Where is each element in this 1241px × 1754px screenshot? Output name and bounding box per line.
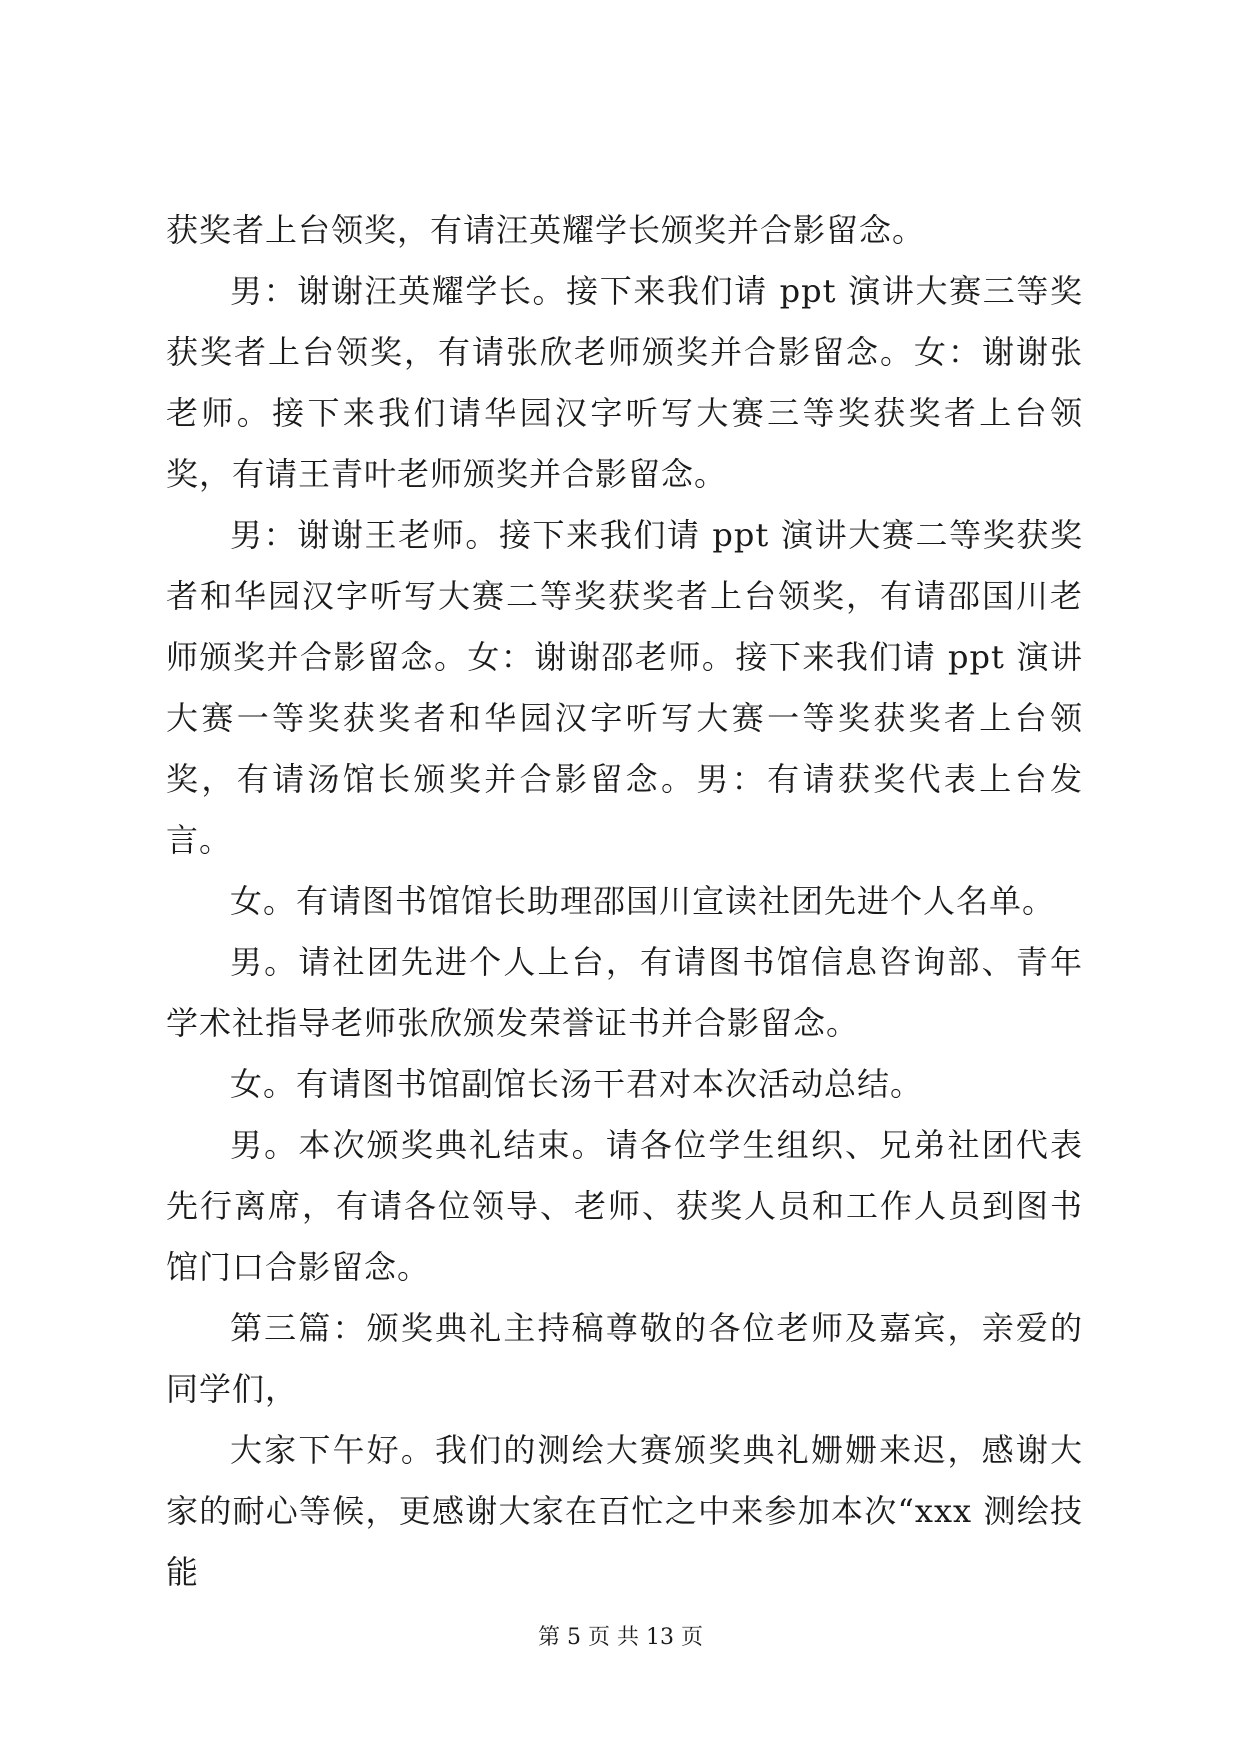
page-number-footer: 第 5 页 共 13 页: [538, 1625, 703, 1650]
paragraph-5: 男。请社团先进个人上台，有请图书馆信息咨询部、青年学术社指导老师张欣颁发荣誉证书并合影留念。: [166, 943, 1083, 1042]
paragraph-2: 男：谢谢汪英耀学长。接下来我们请 ppt 演讲大赛三等奖获奖者上台领奖，有请张欣老师颁奖并合影留念。女：谢谢张老师。接下来我们请华园汉字听写大赛三等奖获奖者上台领奖，有请王青叶老师颁奖并合影留念。: [166, 272, 1083, 493]
paragraph-4: 女。有请图书馆馆长助理邵国川宣读社团先进个人名单。: [230, 882, 1056, 920]
paragraph-1: 获奖者上台领奖，有请汪英耀学长颁奖并合影留念。: [166, 211, 926, 249]
paragraph-7: 男。本次颁奖典礼结束。请各位学生组织、兄弟社团代表先行离席，有请各位领导、老师、获奖人员和工作人员到图书馆门口合影留念。: [166, 1126, 1083, 1286]
paragraph-9: 大家下午好。我们的测绘大赛颁奖典礼姗姗来迟，感谢大家的耐心等候，更感谢大家在百忙之中来参加本次“xxx 测绘技能: [166, 1431, 1083, 1591]
paragraph-3: 男：谢谢王老师。接下来我们请 ppt 演讲大赛二等奖获奖者和华园汉字听写大赛二等奖获奖者上台领奖，有请邵国川老师颁奖并合影留念。女：谢谢邵老师。接下来我们请 ppt 演讲大赛一等奖获奖者和华园汉字听写大赛一等奖获奖者上台领奖，有请汤馆长颁奖并合影留念。男：有请获奖代表上台发言。: [166, 516, 1083, 859]
paragraph-6: 女。有请图书馆副馆长汤干君对本次活动总结。: [230, 1065, 924, 1103]
document-body: [166, 200, 1083, 1603]
paragraph-8: 第三篇：颁奖典礼主持稿尊敬的各位老师及嘉宾，亲爱的同学们，: [166, 1309, 1083, 1408]
